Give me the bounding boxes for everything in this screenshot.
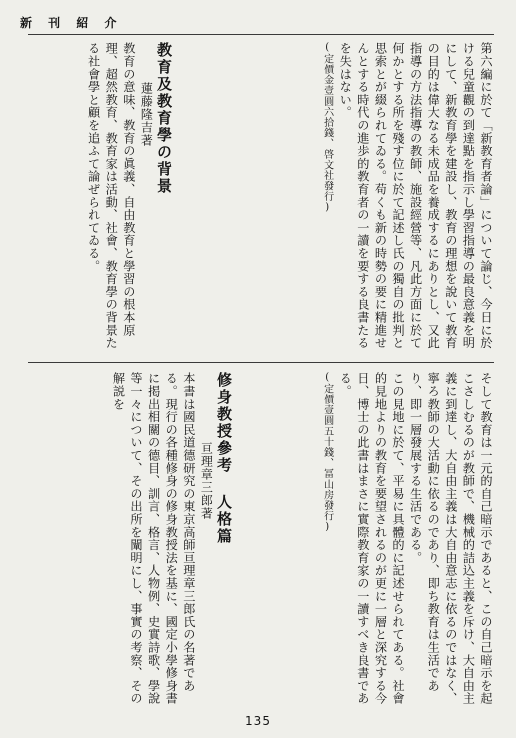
article-1-note: (定價金壹圓六拾錢、啓文社發行) <box>321 42 333 214</box>
article-4-body: 本書は國民道德研究の東京高師亘理章三郎氏の名著である。現行の各種修身の修身教授法を基に、國定小學修身書に掲出相關の德目、訓言、格言、人物例、史實詩歌、學說等一々について、その出所を闡明にし、事實の考察、その解説を <box>111 372 196 705</box>
article-3-body: この見地に於て、平易に具體的に記述せられてある。社會的見地よりの教育を要望されるのが更に一層と深究する今日、博士の此書はまさに實際教育家の一讀すべき良書である。 <box>338 372 406 705</box>
article-1-body: 第六編に於て「新教育者論」について論じ、今日に於ける兒童觀の到達點を指示し學習指導の最良意義を明にして、新教育學を建設し、教育の理想を說いて教育の目的は偉大なる未成品を養成するにありとし、又此指導の方法指導の教師、施設經營等、凡此方面に於て何かとする所を殘す位に於て記述し氏の獨自の批判と思索とが綴られてゐる。苟くも新の時勢の要に精進せんとする時代の進歩的教育者の一讀を要する良書たるを失はない。 <box>338 42 493 350</box>
article-1-continuation <box>176 42 494 358</box>
article-2-title: 教育及教育學の背景 <box>155 42 173 195</box>
middle-rule <box>28 362 494 363</box>
page-number: 135 <box>245 714 271 728</box>
article-2-body: 教育の意味、教育の眞義、自由教育と學習の根本原理、超然教育、教育家は活動、社會、教育學の背景たる社會學と顧を追ふて論ぜられてゐる。 <box>86 42 136 350</box>
article-4-title: 修身教授參考 人格篇 <box>215 372 233 545</box>
article-3-note: (定價壹圓五十錢、冨山房發行) <box>321 372 333 533</box>
article-2 <box>24 42 172 358</box>
article-3 <box>236 372 494 708</box>
article-2-author: 蓮藤隆吉著 <box>139 82 154 147</box>
article-3-continuation: そして教育は一元的自己暗示であると、この自己暗示を起こさしむるのが教師で、機械的詰込主義を斥け、大自由主義に到達し、大自由主義は大自由意志に依るのではなく、寧ろ教師の大活動に依るのであり、即ち教育は生活であり、即一層發展する生活である。 <box>408 372 493 705</box>
top-rule <box>28 34 494 35</box>
section-header: 新 刊 紹 介 <box>20 16 123 30</box>
article-4-author: 亘理章三郎著 <box>199 442 214 520</box>
article-4 <box>24 372 232 708</box>
